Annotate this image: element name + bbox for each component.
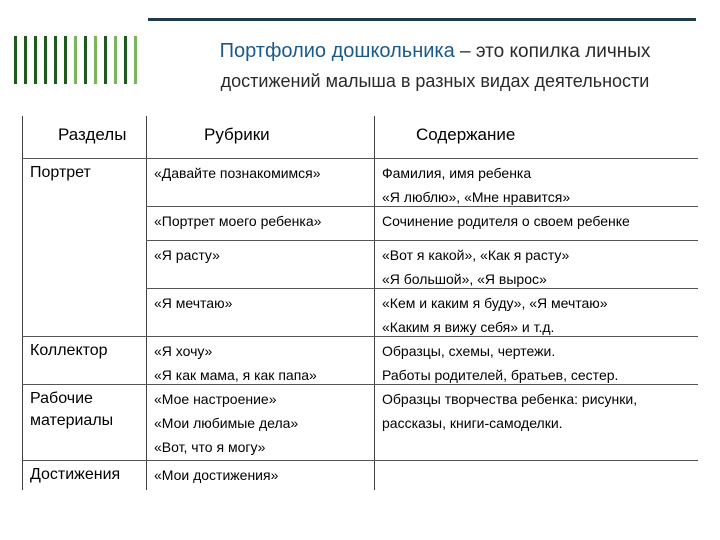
rubric-line: «Я расту» xyxy=(154,247,220,263)
section-label: Портрет xyxy=(30,164,91,181)
stripe xyxy=(14,36,17,84)
decorative-stripes xyxy=(14,36,144,84)
top-decorative-rule xyxy=(148,18,696,21)
content-line: Фамилия, имя ребенка xyxy=(382,165,532,181)
title-line-2: достижений малыша в разных видах деятельности xyxy=(220,71,650,91)
stripe xyxy=(64,36,67,84)
content-line: «Я большой», «Я вырос» xyxy=(382,271,547,287)
table-column-divider xyxy=(22,116,23,490)
stripe xyxy=(74,36,77,84)
table-column-divider xyxy=(146,116,147,490)
column-header: Рубрики xyxy=(204,125,270,144)
stripe xyxy=(54,36,57,84)
stripe xyxy=(84,36,87,84)
rubric-line: «Мои любимые дела» xyxy=(154,415,299,431)
slide-title xyxy=(150,40,720,92)
stripe xyxy=(114,36,117,84)
content-line: «Я люблю», «Мне нравится» xyxy=(382,189,571,205)
stripe xyxy=(94,36,97,84)
content-line: Работы родителей, братьев, сестер. xyxy=(382,367,619,383)
portfolio-table xyxy=(22,116,698,490)
table-row-divider xyxy=(22,460,698,461)
column-header: Содержание xyxy=(416,125,516,144)
rubric-line: «Я как мама, я как папа» xyxy=(154,367,317,383)
rubric-line: «Мои достижения» xyxy=(154,467,279,483)
content-line: «Вот я какой», «Как я расту» xyxy=(382,247,570,263)
rubric-line: «Вот, что я могу» xyxy=(154,439,266,455)
stripe xyxy=(44,36,47,84)
rubric-line: «Давайте познакомимся» xyxy=(154,165,321,181)
content-line: «Каким я вижу себя» и т.д. xyxy=(382,319,555,335)
table-header-divider xyxy=(22,158,698,159)
section-label: Достижения xyxy=(30,466,121,483)
column-header: Разделы xyxy=(58,125,127,144)
stripe xyxy=(104,36,107,84)
stripe xyxy=(124,36,127,84)
content-line: рассказы, книги-самоделки. xyxy=(382,415,563,431)
content-line: Образцы творчества ребенка: рисунки, xyxy=(382,391,638,407)
content-line: Образцы, схемы, чертежи. xyxy=(382,343,556,359)
table-column-divider xyxy=(374,116,375,490)
rubric-line: «Я мечтаю» xyxy=(154,295,233,311)
rubric-line: «Мое настроение» xyxy=(154,391,277,407)
content-line: Сочинение родителя о своем ребенке xyxy=(382,213,630,229)
table-row-divider xyxy=(146,240,698,241)
rubric-line: «Портрет моего ребенка» xyxy=(154,213,322,229)
stripe xyxy=(34,36,37,84)
title-line-1 xyxy=(150,40,720,63)
content-line: «Кем и каким я буду», «Я мечтаю» xyxy=(382,295,608,311)
stripe xyxy=(134,36,137,84)
stripe xyxy=(24,36,27,84)
rubric-line: «Я хочу» xyxy=(154,343,213,359)
title-accent: Портфолио дошкольника xyxy=(219,40,455,62)
section-label: Коллектор xyxy=(30,342,108,359)
section-label: Рабочие материалы xyxy=(30,390,114,429)
title-rest: – это копилка личных xyxy=(454,41,651,62)
